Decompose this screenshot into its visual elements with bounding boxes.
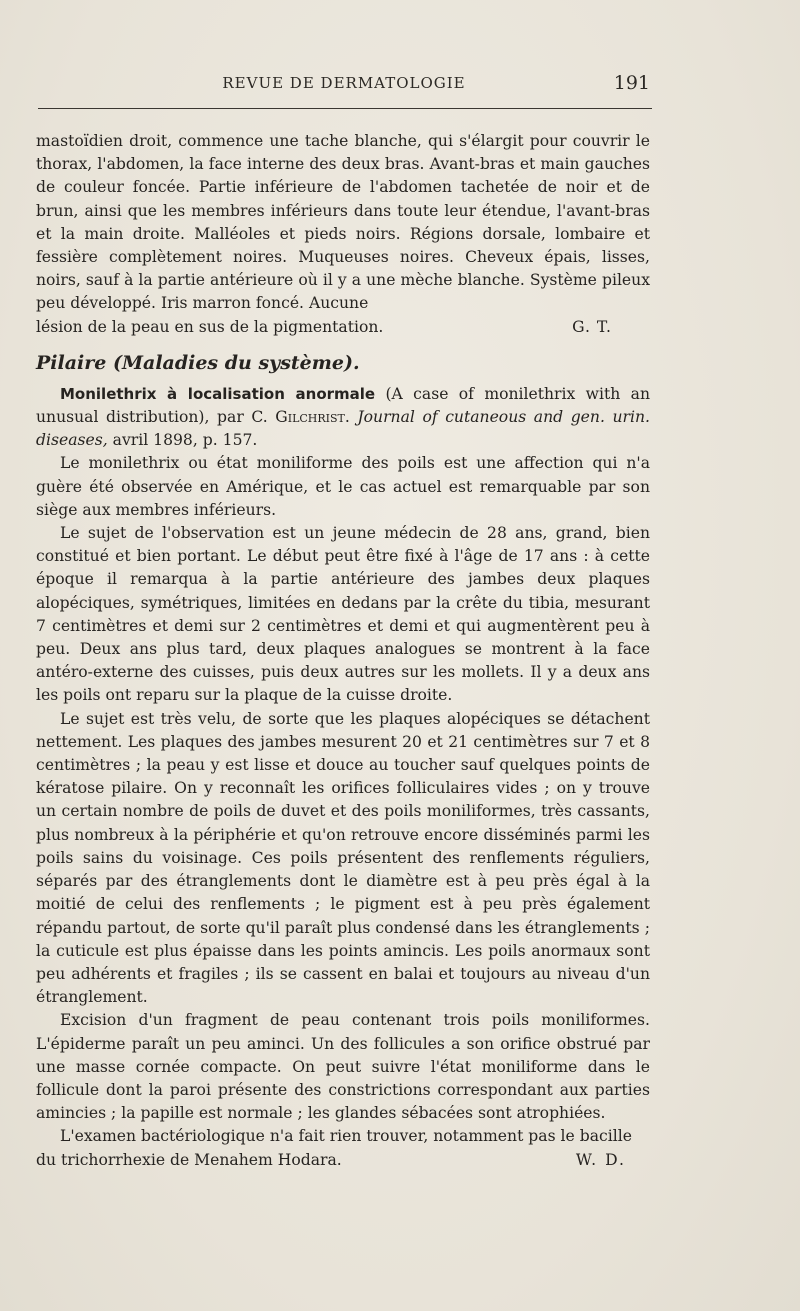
article-citation: [36, 383, 650, 453]
paragraph-3: Le sujet est très velu, de sorte que les plaques alopéciques se détachent nettement. Les plaques des jambes mesurent 20 et 21 centimètres sur 7 et 8 centimètres ; la peau y est lisse et douce au toucher sauf quelques points de kératose pilaire. On y reconnaît les orifices folliculaires vides ; on y trouve un certain nombre de poils de duvet et des poils moniliformes, très cassants, plus nombreux à la périphérie et qu'on retrouve encore disséminés parmi les poils sains du voisinage. Ces poils présentent des renflements réguliers, séparés par des étranglements dont le diamètre est à peu près égal à la moitié de celui des renflements ; le pigment est à peu près également répandu partout, de sorte qu'il paraît plus condensé dans les étranglements ; la cuticule est plus épaisse dans les points amincis. Les poils anormaux sont peu adhérents et fragiles ; ils se cassent en balai et toujours au niveau d'un étranglement.: [36, 709, 650, 1007]
intro-paragraph: mastoïdien droit, commence une tache blanche, qui s'élargit pour couvrir le thorax, l'abdomen, la face interne des deux bras. Avant-bras et main gauches de couleur foncée. Partie inférieure de l'abdomen tachetée de noir et de brun, ainsi que les membres inférieurs dans toute leur étendue, l'avant-bras et la main droite. Malléoles et pieds noirs. Régions dorsale, lombaire et fessière complètement noires. Muqueuses noires. Cheveux épais, lisses, noirs, sauf à la partie antérieure où il y a une mèche blanche. Système pileux peu développé. Iris marron foncé. Aucune: [36, 132, 650, 313]
section-heading-sub: (Maladies du système).: [112, 351, 360, 374]
article-title: Monilethrix à localisation anormale: [60, 384, 376, 403]
closing-last-line-text: du trichorrhexie de Menahem Hodara.: [36, 1150, 342, 1169]
article-date: avril 1898, p. 157.: [112, 431, 258, 450]
intro-signature: G. T.: [572, 317, 612, 336]
intro-last-line-text: lésion de la peau en sus de la pigmentation.: [36, 317, 384, 336]
paragraph-4: Excision d'un fragment de peau contenant trois poils moniliformes. L'épiderme paraît un peu aminci. Un des follicules a son orifice obstrué par une masse cornée compacte. On peut suivre l'état moniliforme dans le follicule dont la paroi présente des constrictions correspondant aux parties amincies ; la papille est normale ; les glandes sébacées sont atrophiées.: [36, 1011, 650, 1123]
page-header: [38, 74, 650, 100]
paragraph-1: Le monilethrix ou état moniliforme des poils est une affection qui n'a guère été observée en Amérique, et le cas actuel est remarquable par son siège aux membres inférieurs.: [36, 454, 650, 519]
section-heading-main: Pilaire: [36, 351, 107, 374]
paragraph-2: Le sujet de l'observation est un jeune médecin de 28 ans, grand, bien constitué et bien portant. Le début peut être fixé à l'âge de 17 ans : à cette époque il remarqua à la partie antérieure des jambes deux plaques alopéciques, symétriques, limitées en dedans par la crête du tibia, mesurant 7 centimètres et demi sur 2 centimètres et demi et qui augmentèrent peu à peu. Deux ans plus tard, deux plaques analogues se montrent à la face antéro-externe des cuisses, puis deux autres sur les mollets. Il y a deux ans les poils ont reparu sur la plaque de la cuisse droite.: [36, 524, 650, 705]
body-text: [36, 130, 650, 1172]
article-english-title: (A case of monilethrix with an unusual distribution), par: [36, 384, 650, 427]
page-number: 191: [613, 72, 650, 94]
article-author: C. Gilchrist.: [251, 408, 350, 427]
article-journal: Journal of cutaneous and gen. urin. diseases,: [36, 408, 650, 450]
closing-paragraph: L'examen bactériologique n'a fait rien trouver, notamment pas le bacille: [60, 1127, 632, 1146]
header-rule: [38, 108, 652, 109]
intro-last-line: [36, 316, 650, 339]
section-heading: [36, 349, 650, 377]
closing-last-line: [36, 1149, 650, 1172]
running-title: REVUE DE DERMATOLOGIE: [222, 74, 466, 92]
closing-signature: W. D.: [575, 1150, 626, 1169]
